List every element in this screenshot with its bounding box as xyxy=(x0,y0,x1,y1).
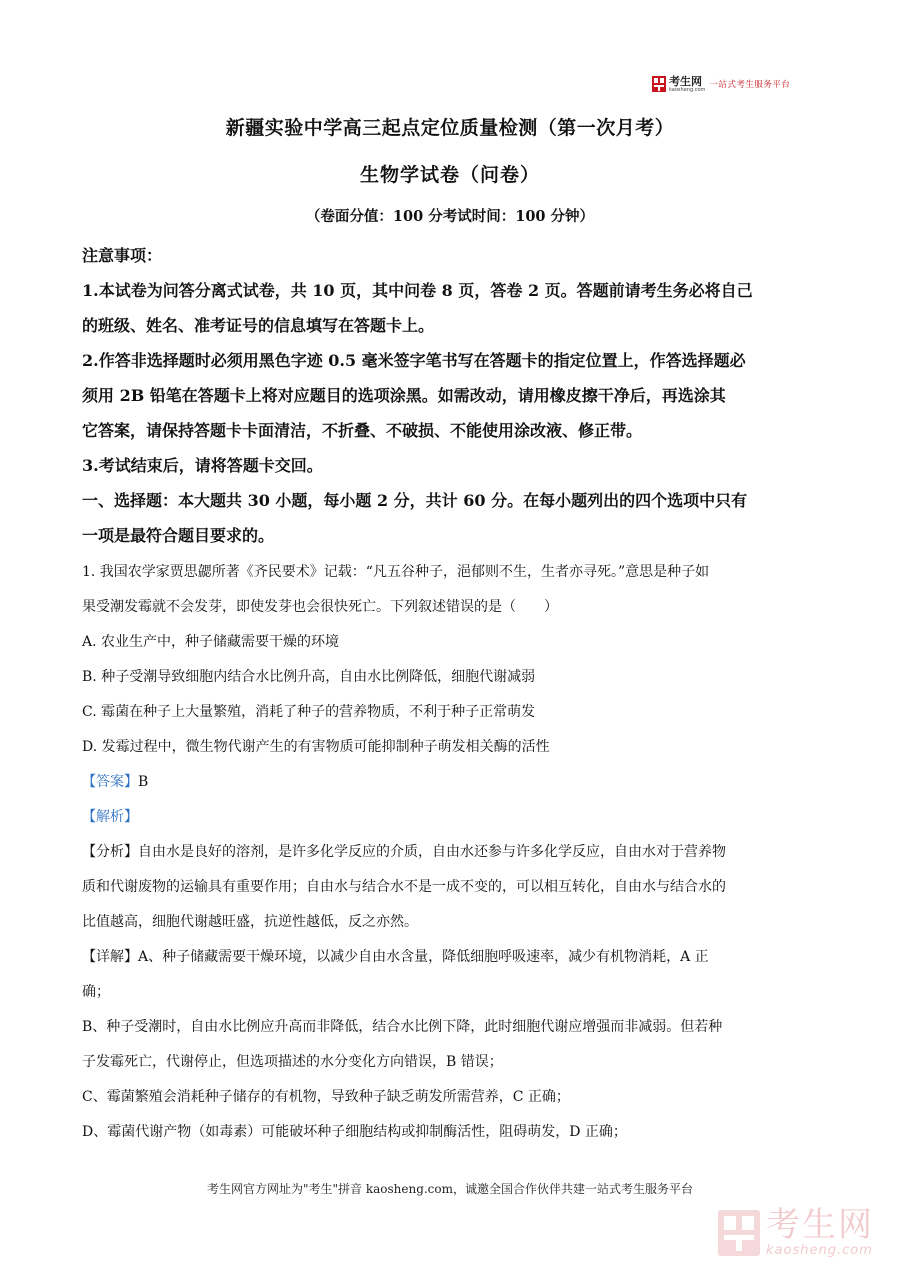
xiangjie-label: 【详解】 xyxy=(82,949,138,965)
answer-label: 【答案】 xyxy=(82,774,138,790)
xiangjie-text: A、种子储藏需要干燥环境，以减少自由水含量，降低细胞呼吸速率，减少有机物消耗，A 正 xyxy=(138,949,709,965)
option-c: C. 霉菌在种子上大量繁殖，消耗了种子的营养物质，不利于种子正常萌发 xyxy=(82,704,536,720)
watermark-logo-icon xyxy=(718,1210,760,1256)
watermark-url: kaosheng.com xyxy=(766,1243,873,1258)
notice-line: 2.作答非选择题时必须用黑色字迹 0.5 毫米签字笔书写在答题卡的指定位置上，作答选择题必 xyxy=(82,351,746,370)
xiangjie-text: 确； xyxy=(82,984,110,1000)
explain-b: 子发霉死亡，代谢停止，但选项描述的水分变化方向错误，B 错误； xyxy=(82,1054,503,1070)
answer-row xyxy=(82,765,820,800)
brand-slogan: 一站式考生服务平台 xyxy=(709,80,791,90)
explain-d: D、霉菌代谢产物（如毒素）可能破坏种子细胞结构或抑制酶活性，阻碍萌发，D 正确； xyxy=(82,1124,627,1140)
kaosheng-logo-icon xyxy=(652,76,666,92)
watermark-name: 考生网 xyxy=(766,1205,874,1245)
question-stem: 1. 我国农学家贾思勰所著《齐民要术》记载：“凡五谷种子，浥郁则不生，生者亦寻死。”意思是种子如 xyxy=(82,564,710,580)
fenxi-label: 【分析】 xyxy=(82,844,138,860)
notice-line: 的班级、姓名、准考证号的信息填写在答题卡上。 xyxy=(82,316,435,335)
brand-name: 考生网 xyxy=(669,74,702,88)
xiangjie-row xyxy=(82,940,820,975)
fenxi-text: 自由水是良好的溶剂，是许多化学反应的介质，自由水还参与许多化学反应，自由水对于营养物 xyxy=(138,844,726,860)
option-d: D. 发霉过程中，微生物代谢产生的有害物质可能抑制种子萌发相关酶的活性 xyxy=(82,739,550,755)
exam-subject-title: 生物学试卷（问卷） xyxy=(359,164,540,186)
explain-b: B、种子受潮时，自由水比例应升高而非降低，结合水比例下降，此时细胞代谢应增强而非减弱。但若种 xyxy=(82,1019,723,1035)
option-a: A. 农业生产中，种子储藏需要干燥的环境 xyxy=(82,634,340,650)
section-heading: 一项是最符合题目要求的。 xyxy=(82,526,275,545)
brand-url: kaosheng.com xyxy=(669,86,706,93)
notice-line: 3.考试结束后，请将答题卡交回。 xyxy=(82,456,323,475)
option-b: B. 种子受潮导致细胞内结合水比例升高，自由水比例降低，细胞代谢减弱 xyxy=(82,669,536,685)
notice-line: 1.本试卷为问答分离式试卷，共 10 页，其中问卷 8 页，答卷 2 页。答题前请考生务必将自己 xyxy=(82,281,753,300)
analysis-row xyxy=(82,800,820,835)
fenxi-text: 比值越高，细胞代谢越旺盛，抗逆性越低，反之亦然。 xyxy=(82,914,418,930)
exam-title: 新疆实验中学高三起点定位质量检测（第一次月考） xyxy=(225,117,675,139)
analysis-label: 【解析】 xyxy=(82,809,138,825)
question-1 xyxy=(82,555,820,1150)
notice-section xyxy=(82,238,820,553)
explain-c: C、霉菌繁殖会消耗种子储存的有机物，导致种子缺乏萌发所需营养，C 正确； xyxy=(82,1089,570,1105)
notice-heading: 注意事项： xyxy=(82,246,163,265)
notice-line: 它答案，请保持答题卡卡面清洁，不折叠、不破损、不能使用涂改液、修正带。 xyxy=(82,421,643,440)
notice-line: 须用 2B 铅笔在答题卡上将对应题目的选项涂黑。如需改动，请用橡皮擦干净后，再选涂其 xyxy=(82,386,726,405)
header-logo xyxy=(652,74,790,94)
exam-score-time: （卷面分值：100 分考试时间：100 分钟） xyxy=(305,208,595,225)
answer-value: B xyxy=(138,774,149,790)
watermark xyxy=(718,1205,874,1258)
question-stem: 果受潮发霉就不会发芽，即使发芽也会很快死亡。下列叙述错误的是（ ） xyxy=(82,599,558,615)
brand xyxy=(669,76,705,93)
watermark-text xyxy=(766,1205,874,1258)
fenxi-row xyxy=(82,835,820,870)
fenxi-text: 质和代谢废物的运输具有重要作用；自由水与结合水不是一成不变的，可以相互转化，自由水与结合水的 xyxy=(82,879,726,895)
section-heading: 一、选择题：本大题共 30 小题，每小题 2 分，共计 60 分。在每小题列出的四个选项中只有 xyxy=(82,491,748,510)
page-footer: 考生网官方网址为"考生"拼音 kaosheng.com，诚邀全国合作伙伴共建一站式考生服务平台 xyxy=(206,1182,694,1196)
